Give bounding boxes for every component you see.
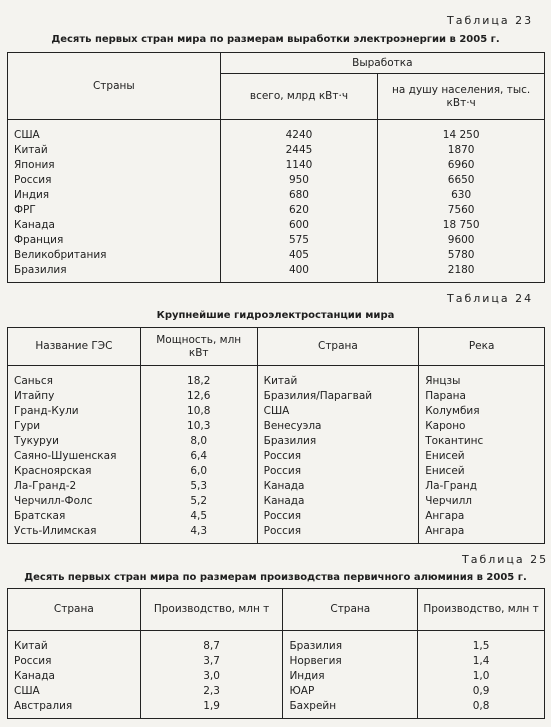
power-cell: 12,6 xyxy=(140,389,257,404)
production-cell: 1,5 xyxy=(418,631,545,655)
country-cell: ЮАР xyxy=(283,684,418,699)
table-row xyxy=(8,464,545,479)
table23-header-per-capita: на душу населения, тыс. кВт·ч xyxy=(378,74,545,120)
river-cell: Парана xyxy=(419,389,545,404)
table24-title: Крупнейшие гидроэлектростанции мира xyxy=(156,310,395,321)
table-row xyxy=(8,120,545,144)
table-row xyxy=(8,524,545,544)
table-row xyxy=(8,654,545,669)
production-cell: 1,9 xyxy=(140,699,283,719)
table-row xyxy=(8,509,545,524)
production-cell: 3,0 xyxy=(140,669,283,684)
country-cell: Китай xyxy=(257,366,419,390)
country-cell: Канада xyxy=(257,479,419,494)
table25 xyxy=(7,588,545,719)
table24-header-river: Река xyxy=(419,328,545,366)
power-cell: 5,3 xyxy=(140,479,257,494)
table-row xyxy=(8,479,545,494)
table23-header-total: всего, млрд кВт·ч xyxy=(220,74,378,120)
country-cell: ФРГ xyxy=(8,203,221,218)
country-cell: Норвегия xyxy=(283,654,418,669)
river-cell: Колумбия xyxy=(419,404,545,419)
station-name-cell: Итайпу xyxy=(8,389,141,404)
production-cell: 3,7 xyxy=(140,654,283,669)
station-name-cell: Красноярская xyxy=(8,464,141,479)
table-row xyxy=(8,669,545,684)
table-row xyxy=(8,684,545,699)
table-row xyxy=(8,158,545,173)
table25-body xyxy=(8,631,545,719)
total-cell: 4240 xyxy=(220,120,378,144)
river-cell: Ангара xyxy=(419,509,545,524)
country-cell: Бразилия xyxy=(8,263,221,283)
station-name-cell: Гури xyxy=(8,419,141,434)
table-row xyxy=(8,143,545,158)
table25-title: Десять первых стран мира по размерам производства первичного алюминия в 2005 г. xyxy=(24,572,527,583)
country-cell: Бахрейн xyxy=(283,699,418,719)
production-cell: 0,9 xyxy=(418,684,545,699)
table-row xyxy=(8,188,545,203)
country-cell: Россия xyxy=(257,509,419,524)
table25-header-country-2: Страна xyxy=(283,589,418,631)
country-cell: Австралия xyxy=(8,699,141,719)
table23-number: Таблица 23 xyxy=(447,14,534,27)
station-name-cell: Братская xyxy=(8,509,141,524)
total-cell: 950 xyxy=(220,173,378,188)
country-cell: Россия xyxy=(257,524,419,544)
country-cell: Бразилия xyxy=(283,631,418,655)
per-capita-cell: 2180 xyxy=(378,263,545,283)
per-capita-cell: 7560 xyxy=(378,203,545,218)
table-row xyxy=(8,434,545,449)
table-row xyxy=(8,404,545,419)
table-row xyxy=(8,366,545,390)
table-row xyxy=(8,263,545,283)
production-cell: 8,7 xyxy=(140,631,283,655)
country-cell: Россия xyxy=(257,464,419,479)
station-name-cell: Черчилл-Фолс xyxy=(8,494,141,509)
total-cell: 1140 xyxy=(220,158,378,173)
river-cell: Янцзы xyxy=(419,366,545,390)
country-cell: США xyxy=(257,404,419,419)
station-name-cell: Санься xyxy=(8,366,141,390)
per-capita-cell: 630 xyxy=(378,188,545,203)
country-cell: Бразилия xyxy=(257,434,419,449)
total-cell: 400 xyxy=(220,263,378,283)
river-cell: Кароно xyxy=(419,419,545,434)
country-cell: США xyxy=(8,684,141,699)
production-cell: 0,8 xyxy=(418,699,545,719)
country-cell: Индия xyxy=(8,188,221,203)
production-cell: 1,4 xyxy=(418,654,545,669)
river-cell: Ла-Гранд xyxy=(419,479,545,494)
table-row xyxy=(8,419,545,434)
table-row xyxy=(8,494,545,509)
table23-title: Десять первых стран мира по размерам выработки электроэнергии в 2005 г. xyxy=(51,34,500,45)
total-cell: 405 xyxy=(220,248,378,263)
power-cell: 6,4 xyxy=(140,449,257,464)
table24-header-country: Страна xyxy=(257,328,419,366)
table24 xyxy=(7,327,545,544)
river-cell: Ангара xyxy=(419,524,545,544)
country-cell: Великобритания xyxy=(8,248,221,263)
table24-body xyxy=(8,366,545,544)
table24-number: Таблица 24 xyxy=(447,292,534,305)
per-capita-cell: 6650 xyxy=(378,173,545,188)
total-cell: 600 xyxy=(220,218,378,233)
table23 xyxy=(7,52,545,283)
river-cell: Енисей xyxy=(419,464,545,479)
per-capita-cell: 18 750 xyxy=(378,218,545,233)
table-row xyxy=(8,203,545,218)
country-cell: Канада xyxy=(8,218,221,233)
river-cell: Енисей xyxy=(419,449,545,464)
table25-header-production-2: Производство, млн т xyxy=(418,589,545,631)
table-row xyxy=(8,699,545,719)
production-cell: 2,3 xyxy=(140,684,283,699)
power-cell: 5,2 xyxy=(140,494,257,509)
power-cell: 4,3 xyxy=(140,524,257,544)
country-cell: Япония xyxy=(8,158,221,173)
river-cell: Черчилл xyxy=(419,494,545,509)
table-row xyxy=(8,631,545,655)
country-cell: Китай xyxy=(8,143,221,158)
country-cell: Канада xyxy=(8,669,141,684)
total-cell: 575 xyxy=(220,233,378,248)
table25-header-production-1: Производство, млн т xyxy=(140,589,283,631)
country-cell: Франция xyxy=(8,233,221,248)
table-row xyxy=(8,233,545,248)
table-row xyxy=(8,248,545,263)
power-cell: 4,5 xyxy=(140,509,257,524)
country-cell: Канада xyxy=(257,494,419,509)
table-row xyxy=(8,389,545,404)
per-capita-cell: 5780 xyxy=(378,248,545,263)
station-name-cell: Саяно-Шушенская xyxy=(8,449,141,464)
country-cell: Бразилия/Парагвай xyxy=(257,389,419,404)
country-cell: Россия xyxy=(8,173,221,188)
table23-header-group: Выработка xyxy=(220,53,544,74)
country-cell: Россия xyxy=(8,654,141,669)
station-name-cell: Тукуруи xyxy=(8,434,141,449)
per-capita-cell: 1870 xyxy=(378,143,545,158)
country-cell: Венесуэла xyxy=(257,419,419,434)
table24-header-power: Мощность, млн кВт xyxy=(140,328,257,366)
river-cell: Токантинс xyxy=(419,434,545,449)
total-cell: 680 xyxy=(220,188,378,203)
station-name-cell: Ла-Гранд-2 xyxy=(8,479,141,494)
table25-header-country-1: Страна xyxy=(8,589,141,631)
power-cell: 8,0 xyxy=(140,434,257,449)
per-capita-cell: 9600 xyxy=(378,233,545,248)
country-cell: Россия xyxy=(257,449,419,464)
country-cell: Индия xyxy=(283,669,418,684)
table-row xyxy=(8,173,545,188)
power-cell: 10,8 xyxy=(140,404,257,419)
table23-header-country: Страны xyxy=(8,53,221,120)
table-row xyxy=(8,449,545,464)
table24-header-name: Название ГЭС xyxy=(8,328,141,366)
table-row xyxy=(8,218,545,233)
power-cell: 6,0 xyxy=(140,464,257,479)
table23-body xyxy=(8,120,545,283)
power-cell: 10,3 xyxy=(140,419,257,434)
station-name-cell: Гранд-Кули xyxy=(8,404,141,419)
per-capita-cell: 14 250 xyxy=(378,120,545,144)
per-capita-cell: 6960 xyxy=(378,158,545,173)
country-cell: Китай xyxy=(8,631,141,655)
country-cell: США xyxy=(8,120,221,144)
power-cell: 18,2 xyxy=(140,366,257,390)
station-name-cell: Усть-Илимская xyxy=(8,524,141,544)
table25-number: Таблица 25 xyxy=(462,553,549,566)
total-cell: 620 xyxy=(220,203,378,218)
production-cell: 1,0 xyxy=(418,669,545,684)
total-cell: 2445 xyxy=(220,143,378,158)
